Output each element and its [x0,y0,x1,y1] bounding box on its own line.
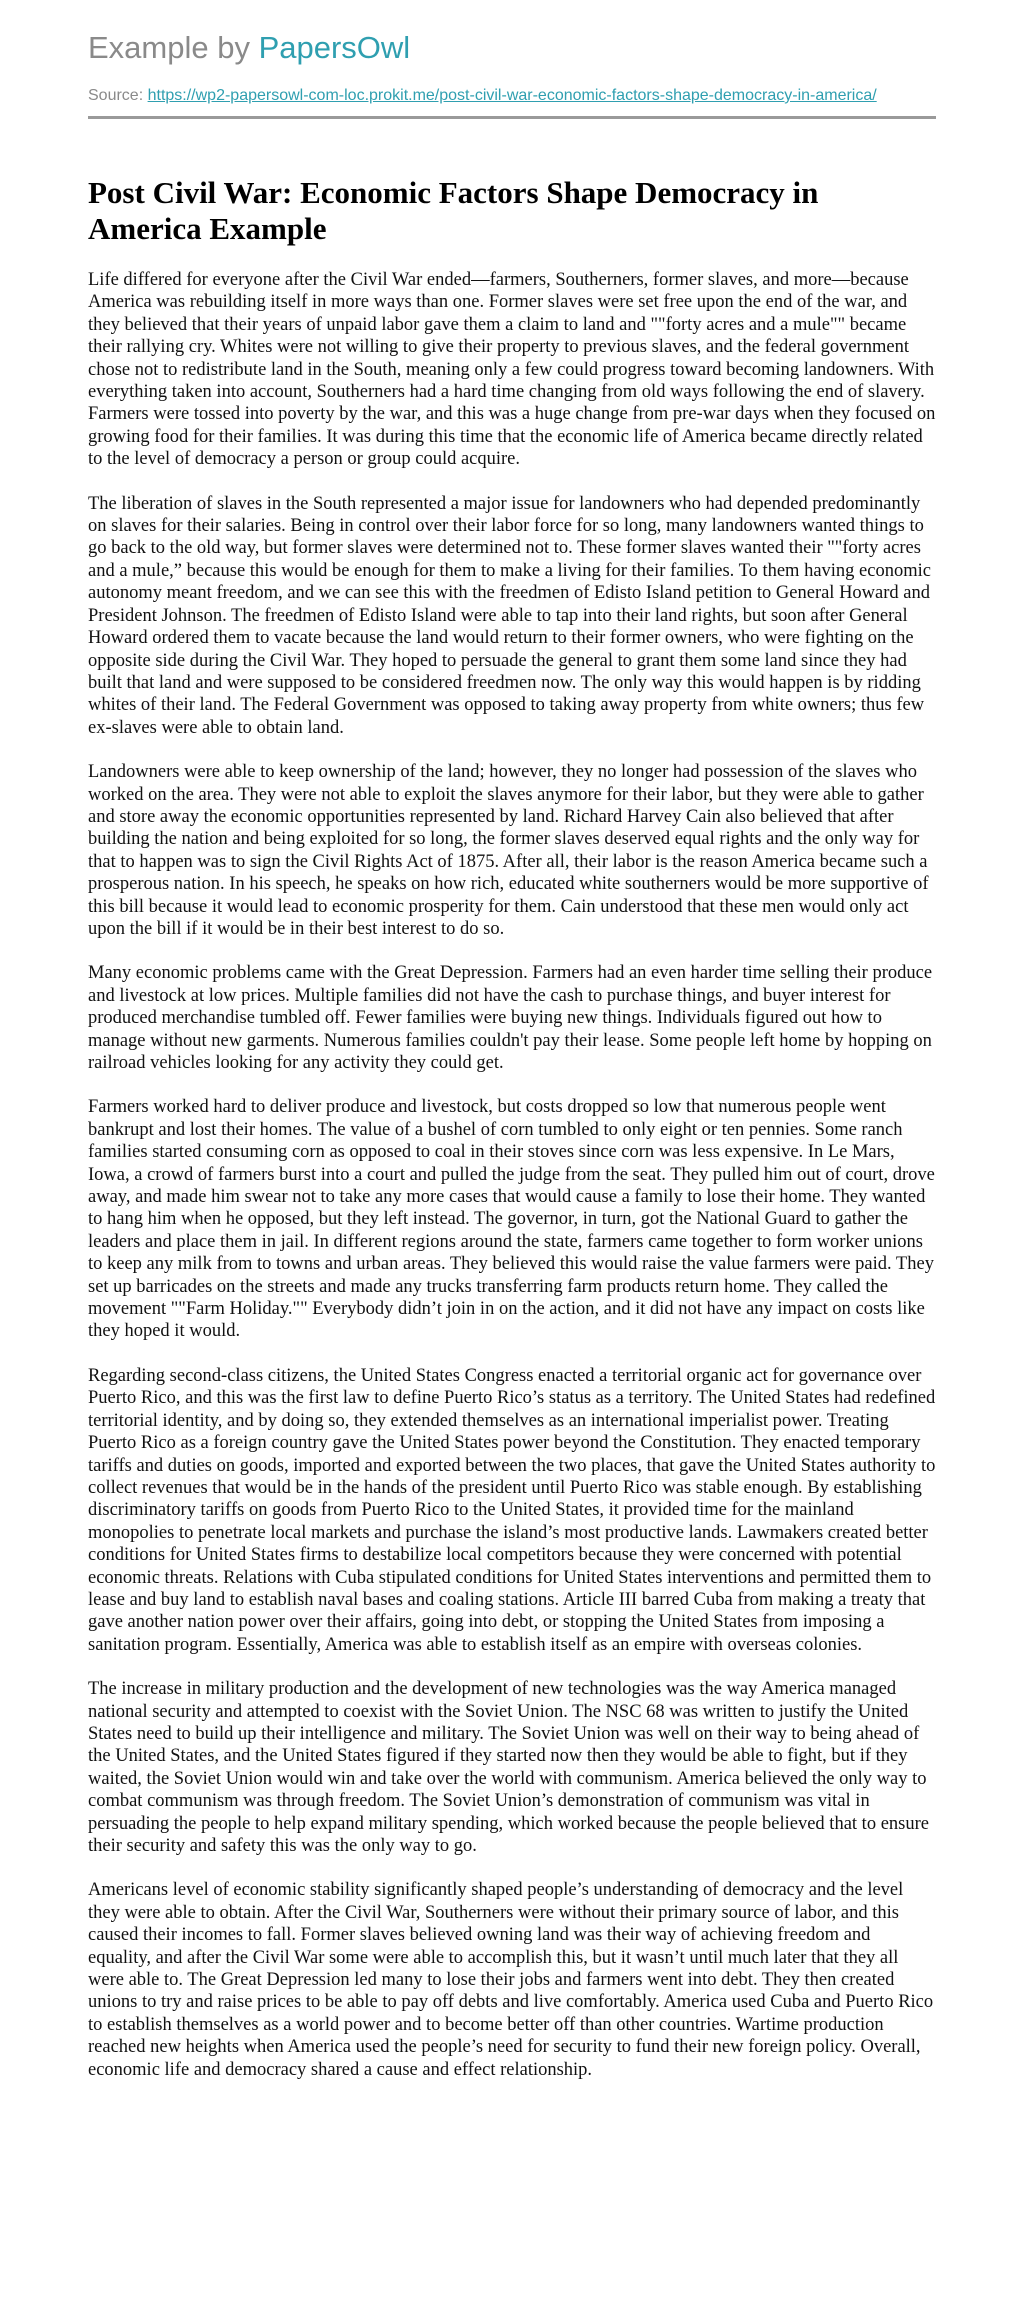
brand-prefix: Example by [88,30,259,65]
article-body [88,269,936,2081]
source-link[interactable]: https://wp2-papersowl-com-loc.prokit.me/post-civil-war-economic-factors-shape-democracy-in-america/ [147,87,877,104]
brand-name[interactable]: PapersOwl [258,30,411,65]
header-divider [88,116,936,119]
paragraph: Life differed for everyone after the Civil War ended—farmers, Southerners, former slaves, and more—because America was rebuilding itself in more ways than one. Former slaves were set free upon the end of the war, and they believed that their years of unpaid labor gave them a claim to land and ""forty acres and a mule"" became their rallying cry. Whites were not willing to give their property to previous slaves, and the federal government chose not to redistribute land in the South, meaning only a few could progress toward becoming landowners. With everything taken into account, Southerners had a hard time changing from old ways following the end of slavery. Farmers were tossed into poverty by the war, and this was a huge change from pre-war days when they focused on growing food for their families. It was during this time that the economic life of America became directly related to the level of democracy a person or group could acquire. [88,270,936,470]
paragraph: Farmers worked hard to deliver produce and livestock, but costs dropped so low that numerous people went bankrupt and lost their homes. The value of a bushel of corn tumbled to only eight or ten pennies. Some ranch families started consuming corn as opposed to coal in their stoves since corn was less expensive. In Le Mars, Iowa, a crowd of farmers burst into a court and pulled the judge from the seat. They pulled him out of court, drove away, and made him swear not to take any more cases that would cause a family to lose their home. They wanted to hang him when he opposed, but they left instead. The governor, in turn, got the National Guard to gather the leaders and place them in jail. In different regions around the state, farmers came together to form worker unions to keep any milk from to towns and urban areas. They believed this would raise the value farmers were paid. They set up barricades on the streets and made any trucks transferring farm products return home. They called the movement ""Farm Holiday."" Everybody didn’t join in on the action, and it did not have any impact on costs like they hoped it would. [88,1097,935,1342]
article-title: Post Civil War: Economic Factors Shape Democracy in America Example [88,175,819,246]
paragraph: The liberation of slaves in the South represented a major issue for landowners who had depended predominantly on slaves for their salaries. Being in control over their labor force for so long, many landowners wanted things to go back to the old way, but former slaves were determined not to. These former slaves wanted their ""forty acres and a mule,” because this would be enough for them to make a living for their families. To them having economic autonomy meant freedom, and we can see this with the freedmen of Edisto Island petition to General Howard and President Johnson. The freedmen of Edisto Island were able to tap into their land rights, but soon after General Howard ordered them to vacate because the land would return to their former owners, who were fighting on the opposite side during the Civil War. They hoped to persuade the general to grant them some land since they had built that land and were supposed to be considered freedmen now. The only way this would happen is by ridding whites of their land. The Federal Government was opposed to taking away property from white owners; thus few ex-slaves were able to obtain land. [88,493,931,738]
paragraph: Landowners were able to keep ownership of the land; however, they no longer had possession of the slaves who worked on the area. They were not able to exploit the slaves anymore for their labor, but they were able to gather and store away the economic opportunities represented by land. Richard Harvey Cain also believed that after building the nation and being exploited for so long, the former slaves deserved equal rights and the only way for that to happen was to sign the Civil Rights Act of 1875. After all, their labor is the reason America became such a prosperous nation. In his speech, he speaks on how rich, educated white southerners would be more supportive of this bill because it would lead to economic prosperity for them. Cain understood that these men would only act upon the bill if it would be in their best interest to do so. [88,762,929,939]
paragraph: Many economic problems came with the Great Depression. Farmers had an even harder time selling their produce and livestock at low prices. Multiple families did not have the cash to purchase things, and buyer interest for produced merchandise tumbled off. Fewer families were buying new things. Individuals figured out how to manage without new garments. Numerous families couldn't pay their lease. Some people left home by hopping on railroad vehicles looking for any activity they could get. [88,963,933,1073]
source-line [88,86,936,106]
paragraph: The increase in military production and the development of new technologies was the way America managed national security and attempted to coexist with the Soviet Union. The NSC 68 was written to justify the United States need to build up their intelligence and military. The Soviet Union was well on their way to being ahead of the United States, and the United States figured if they started now then they would be able to fight, but if they waited, the Soviet Union would win and take over the world with communism. America believed the only way to combat communism was through freedom. The Soviet Union’s demonstration of communism was vital in persuading the people to help expand military spending, which worked because the people believed that to ensure their security and safety this was the only way to go. [88,1679,929,1856]
paragraph: Regarding second-class citizens, the United States Congress enacted a territorial organic act for governance over Puerto Rico, and this was the first law to define Puerto Rico’s status as a territory. The United States had redefined territorial identity, and by doing so, they extended themselves as an international imperialist power. Treating Puerto Rico as a foreign country gave the United States power beyond the Constitution. They enacted temporary tariffs and duties on goods, imported and exported between the two places, that gave the United States authority to collect revenues that would be in the hands of the president until Puerto Rico was stable enough. By establishing discriminatory tariffs on goods from Puerto Rico to the United States, it provided time for the mainland monopolies to penetrate local markets and purchase the island’s most productive lands. Lawmakers created better conditions for United States firms to destabilize local competitors because they were concerned with potential economic threats. Relations with Cuba stipulated conditions for United States interventions and permitted them to lease and buy land to establish naval bases and coaling stations. Article III barred Cuba from making a treaty that gave another nation power over their affairs, going into debt, or stopping the United States from imposing a sanitation program. Essentially, America was able to establish itself as an empire with overseas colonies. [88,1365,936,1655]
source-label: Source: [88,87,148,104]
brand-header [88,28,936,68]
paragraph: Americans level of economic stability significantly shaped people’s understanding of democracy and the level they were able to obtain. After the Civil War, Southerners were without their primary source of labor, and this caused their incomes to fall. Former slaves believed owning land was their way of achieving freedom and equality, and after the Civil War some were able to accomplish this, but it wasn’t until much later that they all were able to. The Great Depression led many to lose their jobs and farmers went into debt. They then created unions to try and raise prices to be able to pay off debts and live comfortably. America used Cuba and Puerto Rico to establish themselves as a world power and to become better off than other countries. Wartime production reached new heights when America used the people’s need for security to fund their new foreign policy. Overall, economic life and democracy shared a cause and effect relationship. [88,1880,934,2080]
